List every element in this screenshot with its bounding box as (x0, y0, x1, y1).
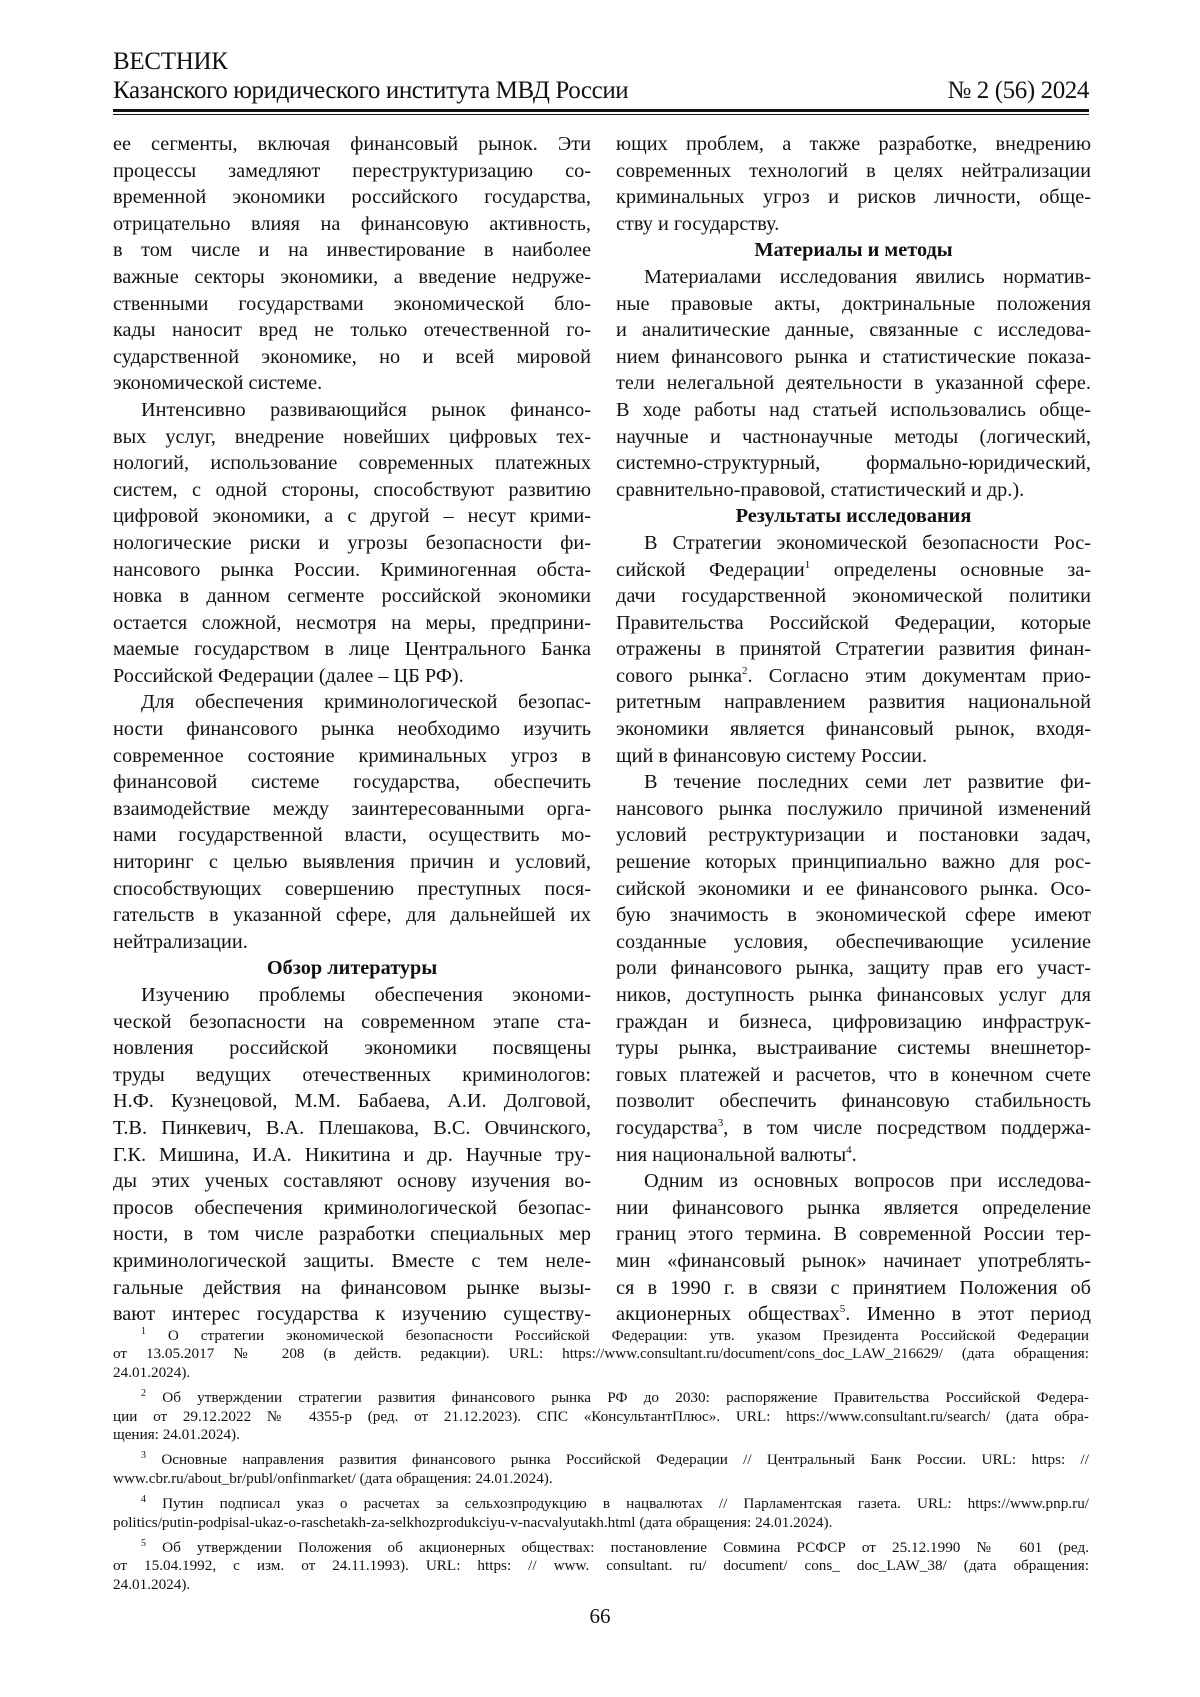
text-line: отражены в принятой Стратегии развития финан- (616, 638, 1091, 661)
text-line: системно-структурный, формально-юридический, (616, 452, 1091, 475)
text-line: нии финансового рынка является определение (616, 1196, 1091, 1219)
text-line: дачи государственной экономической политики (616, 585, 1091, 608)
text-line: созданные условия, обеспечивающие усиление (616, 930, 1091, 953)
text-line: нансового рынка России. Криминогенная обста- (113, 558, 591, 581)
text-line: ся в 1990 г. в связи с принятием Положения об (616, 1276, 1091, 1299)
text-line: процессы замедляют переструктуризацию со- (113, 159, 591, 182)
text-line: новления российской экономики посвящены (113, 1037, 591, 1060)
paragraph-start-line: Интенсивно развивающийся рынок финансо- (141, 398, 591, 421)
text-fragment: . (851, 1143, 857, 1166)
text-line: мин «финансовый рынок» начинает употреблять- (616, 1249, 1091, 1272)
footnote-line (113, 1495, 1089, 1513)
text-line: нологические риски и угрозы безопасности фи- (113, 531, 591, 554)
header-rule-thin (113, 114, 1089, 115)
text-line: взаимодействие между заинтересованными орга- (113, 797, 591, 820)
text-line: условий реструктуризации и постановки задач, (616, 824, 1091, 847)
text-line: роли финансового рынка, защиту прав его участ- (616, 957, 1091, 980)
paragraph-start-line: Изучению проблемы обеспечения экономи- (141, 984, 591, 1006)
footnote-line: от 13.05.2017 № 208 (в действ. редакции). URL: https://www.consultant.ru/document/cons_doc_LAW_216629/ (дата обращения: (113, 1345, 1089, 1363)
text-line: нологий, использование современных платежных (113, 452, 591, 475)
text-line: щий в финансовую систему России. (616, 744, 928, 767)
footnote-3 (113, 1451, 1089, 1488)
journal-header (113, 48, 1089, 115)
text-line: современных технологий в целях нейтрализации (616, 159, 1091, 182)
text-line (616, 557, 1091, 584)
footnote-ref-4[interactable]: 4 (846, 1143, 852, 1156)
text-line (616, 663, 1091, 690)
text-line: позволит обеспечить финансовую стабильность (616, 1090, 1091, 1113)
text-line: нансового рынка послужило причиной изменений (616, 797, 1091, 820)
footnote-number: 1 (141, 1326, 146, 1337)
footnote-2 (113, 1389, 1089, 1444)
text-line: кады наносит вред не только отечественной го- (113, 319, 591, 342)
text-line: границ этого термина. В современной России тер- (616, 1223, 1091, 1246)
footnote-line (113, 1539, 1089, 1557)
text-line: Н.Ф. Кузнецовой, М.М. Бабаева, А.И. Долговой, (113, 1090, 591, 1113)
footnote-5 (113, 1539, 1089, 1594)
text-line: остается сложной, несмотря на меры, предприни- (113, 611, 591, 634)
text-fragment: государства (616, 1116, 718, 1139)
text-line: туры рынка, выстраивание системы внешнетор- (616, 1037, 1091, 1060)
text-line: просов обеспечения криминологической безопас- (113, 1196, 591, 1219)
text-fragment: сового рынка (616, 664, 743, 687)
left-column (113, 131, 591, 1328)
issue-number: № 2 (56) 2024 (947, 77, 1089, 104)
paragraph-start-line: В течение последних семи лет развитие фи- (644, 771, 1091, 794)
text-line: в том числе и на инвестирование в наиболее (113, 239, 591, 262)
footnote-ref-1[interactable]: 1 (804, 558, 811, 571)
text-line: ственными государствами экономической бло- (113, 292, 591, 315)
text-line: ству и государству. (616, 212, 780, 235)
text-line: нейтрализации. (113, 930, 248, 953)
text-line: гальные действия на финансовом рынке вызы- (113, 1276, 591, 1299)
text-line: новка в данном сегменте российской экономики (113, 585, 591, 608)
footnote-number: 5 (141, 1538, 146, 1550)
footnote-line: щения: 24.01.2024). (113, 1426, 240, 1444)
text-line: ее сегменты, включая финансовый рынок. Эти (113, 133, 591, 155)
text-line: бую значимость в экономической сфере имеют (616, 904, 1091, 927)
footnote-1 (113, 1327, 1089, 1382)
paragraph-start-line: Материалами исследования явились норматив- (644, 265, 1091, 288)
footnote-text: Основные направления развития финансового рынка Российской Федерации // Центральный Банк России. URL: https: // (161, 1451, 1089, 1469)
footnote-text: Об утверждении стратегии развития финансового рынка РФ до 2030: распоряжение Правительства Российской Федера- (162, 1389, 1089, 1407)
text-line: нами государственной власти, осуществить мо- (113, 824, 591, 847)
text-line: сийской экономики и ее финансового рынка. Осо- (616, 877, 1091, 900)
footnote-number: 3 (141, 1450, 146, 1462)
footnotes (113, 1327, 1089, 1601)
text-line: ности финансового рынка необходимо изучить (113, 718, 591, 741)
text-fragment: . Именно в этот период (845, 1303, 1091, 1326)
text-line: решение которых принципиально важно для рос- (616, 851, 1091, 874)
text-line: ников, доступность рынка финансовых услуг для (616, 984, 1091, 1006)
text-line: говых платежей и расчетов, что в конечном счете (616, 1063, 1091, 1086)
text-line: Г.К. Мишина, И.А. Никитина и др. Научные тру- (113, 1143, 591, 1166)
text-line: цифровой экономики, а с другой – несут крими- (113, 505, 591, 528)
text-line: сударственной экономике, но и всей мировой (113, 345, 591, 368)
footnote-line: 24.01.2024). (113, 1575, 191, 1593)
text-line: вают интерес государства к изучению существу- (113, 1303, 591, 1326)
section-heading-literature-review: Обзор литературы (266, 957, 438, 980)
text-line: ческой безопасности на современном этапе ста- (113, 1010, 591, 1033)
text-line: современное состояние криминальных угроз в (113, 744, 591, 767)
text-fragment: сийской Федерации (616, 558, 805, 581)
text-line: ющих проблем, а также разработке, внедрению (616, 133, 1091, 155)
text-line: экономики является финансовый рынок, входя- (616, 718, 1091, 741)
footnote-line (113, 1451, 1089, 1469)
page-number: 66 (589, 1604, 611, 1628)
text-line: гательств в указанной сфере, для дальнейшей их (113, 904, 591, 927)
text-line: важные секторы экономики, а введение недруже- (113, 265, 591, 288)
footnote-text: О стратегии экономической безопасности Российской Федерации: утв. указом Президента Российской Федерации (167, 1327, 1089, 1344)
text-line: отрицательно влияя на финансовую активность, (113, 212, 591, 235)
text-line: систем, с одной стороны, способствуют развитию (113, 478, 591, 501)
paragraph-start-line: Для обеспечения криминологической безопас- (141, 691, 591, 714)
footnote-line: politics/putin-podpisal-ukaz-o-raschetakh-za-selkhozprodukciyu-v-nacvalyutakh.html (дата обращения: 24.01.2024). (113, 1513, 833, 1531)
text-line: криминальных угроз и рисков личности, обще- (616, 186, 1091, 209)
footnote-text: Об утверждении Положения об акционерных обществах: постановление Совмина РСФСР от 25.12.1990 № 601 (ред. (162, 1539, 1090, 1557)
footnote-number: 2 (141, 1388, 146, 1400)
section-heading-results: Результаты исследования (735, 505, 972, 528)
right-column (616, 131, 1091, 1328)
text-line: временной экономики российского государства, (113, 186, 591, 209)
text-fragment: , в том числе посредством поддержа- (723, 1116, 1091, 1139)
footnote-line: от 15.04.1992, с изм. от 24.11.1993). URL: https: // www. consultant. ru/ document/ cons_ doc_LAW_38/ (дата обращения: (113, 1557, 1089, 1575)
text-fragment: ния национальной валюты (616, 1143, 847, 1166)
footnote-line: www.cbr.ru/about_br/publ/onfinmarket/ (дата обращения: 24.01.2024). (113, 1469, 553, 1487)
text-line: Правительства Российской Федерации, которые (616, 611, 1091, 634)
footnote-number: 4 (141, 1494, 146, 1506)
text-line: тели нелегальной деятельности в указанной сфере. (616, 372, 1091, 395)
text-line: финансовой системе государства, обеспечить (113, 771, 591, 794)
footnote-ref-3[interactable]: 3 (717, 1116, 724, 1129)
footnote-ref-2[interactable]: 2 (742, 664, 748, 677)
footnote-4 (113, 1495, 1089, 1532)
footnote-line (113, 1327, 1089, 1345)
text-line: ниторинг с целью выявления причин и условий, (113, 851, 591, 874)
journal-subtitle: Казанского юридического института МВД России (113, 77, 629, 104)
journal-subtitle-row (113, 76, 1089, 106)
text-fragment: определены основные за- (833, 558, 1091, 581)
text-line: научные и частнонаучные методы (логический, (616, 425, 1091, 448)
text-line: ритетным направлением развития национальной (616, 691, 1091, 714)
text-fragment: . Согласно этим документам прио- (747, 664, 1091, 687)
text-line (616, 1142, 1091, 1169)
header-rule-thick (113, 109, 1089, 112)
text-line: Российской Федерации (далее – ЦБ РФ). (113, 664, 464, 687)
paragraph-start-line: Одним из основных вопросов при исследова- (644, 1170, 1091, 1193)
text-line: маемые государством в лице Центрального Банка (113, 638, 591, 661)
footnote-line (113, 1389, 1089, 1407)
text-line (616, 1115, 1091, 1142)
footnote-ref-5[interactable]: 5 (839, 1303, 846, 1316)
text-line: В ходе работы над статьей использовались обще- (616, 398, 1091, 421)
text-line: экономической системе. (113, 372, 323, 395)
text-line: граждан и бизнеса, цифровизацию инфраструк- (616, 1010, 1091, 1033)
text-line: Т.В. Пинкевич, В.А. Плешакова, В.С. Овчинского, (113, 1116, 591, 1139)
footnote-text: Путин подписал указ о расчетах за сельхозпродукцию в нацвалютах // Парламентская газета. URL: https://www.pnp.ru/ (162, 1495, 1090, 1513)
text-line: нием финансового рынка и статистические показа- (616, 345, 1091, 368)
text-line: ные правовые акты, доктринальные положения (616, 292, 1091, 315)
paragraph-start-line: В Стратегии экономической безопасности Рос- (644, 531, 1091, 554)
footnote-line: 24.01.2024). (113, 1363, 191, 1381)
text-line (616, 1301, 1091, 1328)
text-line: ды этих ученых составляют основу изучения во- (113, 1170, 591, 1193)
text-line: криминологической защиты. Вместе с тем неле- (113, 1249, 591, 1272)
section-heading-materials-methods: Материалы и методы (754, 239, 953, 262)
text-line: способствующих совершению преступных пося- (113, 877, 591, 900)
text-line: сравнительно-правовой, статистический и др.). (616, 478, 1025, 501)
text-line: труды ведущих отечественных криминологов: (113, 1063, 591, 1086)
text-fragment: акционерных обществах (616, 1303, 840, 1326)
text-line: вых услуг, внедрение новейших цифровых тех- (113, 425, 591, 448)
journal-title: ВЕСТНИК (113, 48, 228, 75)
footnote-line: ции от 29.12.2022 № 4355-р (ред. от 21.12.2023). СПС «КонсультантПлюс». URL: https://www.consultant.ru/search/ (дата обра- (113, 1407, 1089, 1425)
text-line: и аналитические данные, связанные с исследова- (616, 319, 1091, 342)
text-line: ности, в том числе разработки специальных мер (113, 1223, 591, 1246)
